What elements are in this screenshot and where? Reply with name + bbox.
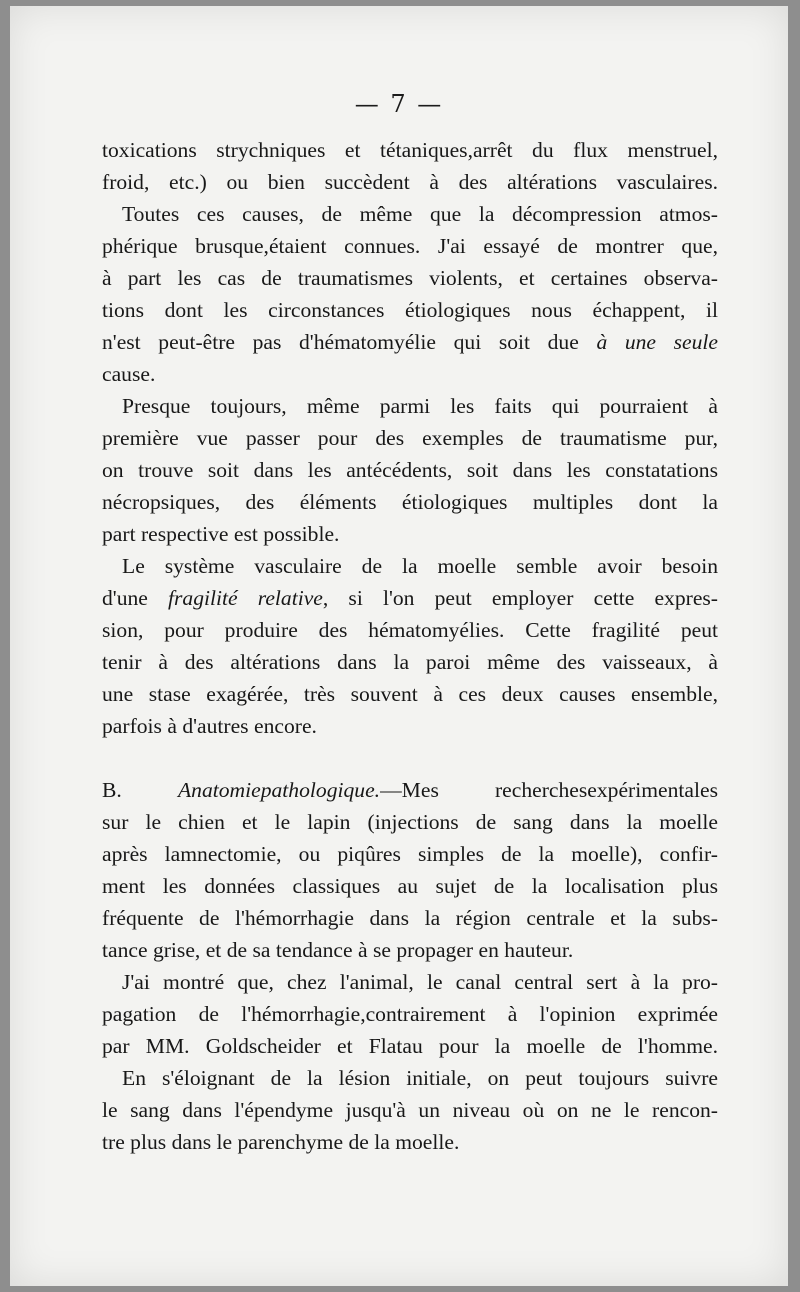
text-line: Toutes ces causes, de même que la décompression atmos-: [122, 202, 718, 226]
text-line: J'ai montré que, chez l'animal, le canal central sert à la pro-: [122, 970, 718, 994]
text-line: on trouve soit dans les antécédents, soit dans les constatations: [102, 458, 718, 482]
text-line: [102, 582, 718, 614]
text-line: phérique brusque,étaient connues. J'ai essayé de montrer que,: [102, 234, 718, 258]
text-run: —Mes recherchesexpérimentales: [380, 778, 718, 802]
italic-text: à une seule: [596, 330, 718, 354]
text-line: à part les cas de traumatismes violents, et certaines observa-: [102, 266, 718, 290]
text-run: n'est peut-être pas d'hématomyélie qui soit due: [102, 330, 579, 354]
text-line: une stase exagérée, très souvent à ces deux causes ensemble,: [102, 682, 718, 706]
text-block-anatomie: [102, 774, 718, 1158]
text-line: Presque toujours, même parmi les faits qui pourraient à: [122, 394, 718, 418]
text-line: tre plus dans le parenchyme de la moelle.: [102, 1130, 460, 1154]
text-line: par MM. Goldscheider et Flatau pour la moelle de l'homme.: [102, 1034, 718, 1058]
text-line: première vue passer pour des exemples de traumatisme pur,: [102, 426, 718, 450]
text-line: Le système vasculaire de la moelle semble avoir besoin: [122, 554, 718, 578]
italic-text: fragilité relative: [168, 586, 323, 610]
page-number: — 7 —: [354, 90, 444, 118]
text-run: , si l'on peut employer cette expres-: [322, 586, 718, 610]
section-label: B.: [102, 778, 122, 802]
scanned-page: [10, 6, 788, 1286]
text-line: cause.: [102, 362, 156, 386]
text-line: nécropsiques, des éléments étiologiques multiples dont la: [102, 490, 718, 514]
text-line: sion, pour produire des hématomyélies. Cette fragilité peut: [102, 618, 718, 642]
text-line: [102, 774, 718, 806]
text-line: le sang dans l'épendyme jusqu'à un niveau où on ne le rencon-: [102, 1098, 718, 1122]
text-line: ment les données classiques au sujet de la localisation plus: [102, 874, 718, 898]
text-line: tenir à des altérations dans la paroi même des vaisseaux, à: [102, 650, 718, 674]
text-line: tance grise, et de sa tendance à se propager en hauteur.: [102, 938, 574, 962]
text-run: d'une: [102, 586, 148, 610]
section-title: Anatomiepathologique.: [177, 778, 381, 802]
text-line: part respective est possible.: [102, 522, 340, 546]
text-line: sur le chien et le lapin (injections de sang dans la moelle: [102, 810, 718, 834]
text-line: toxications strychniques et tétaniques,arrêt du flux menstruel,: [102, 138, 718, 162]
text-line: fréquente de l'hémorrhagie dans la région centrale et la subs-: [102, 906, 718, 930]
text-line: tions dont les circonstances étiologiques nous échappent, il: [102, 298, 718, 322]
text-line: pagation de l'hémorrhagie,contrairement à l'opinion exprimée: [102, 1002, 718, 1026]
text-block-etiology: [102, 134, 718, 742]
text-line: En s'éloignant de la lésion initiale, on peut toujours suivre: [122, 1066, 718, 1090]
text-line: après lamnectomie, ou piqûres simples de la moelle), confir-: [102, 842, 718, 866]
text-line: [102, 326, 718, 358]
text-line: parfois à d'autres encore.: [102, 714, 317, 738]
text-line: froid, etc.) ou bien succèdent à des altérations vasculaires.: [102, 170, 718, 194]
